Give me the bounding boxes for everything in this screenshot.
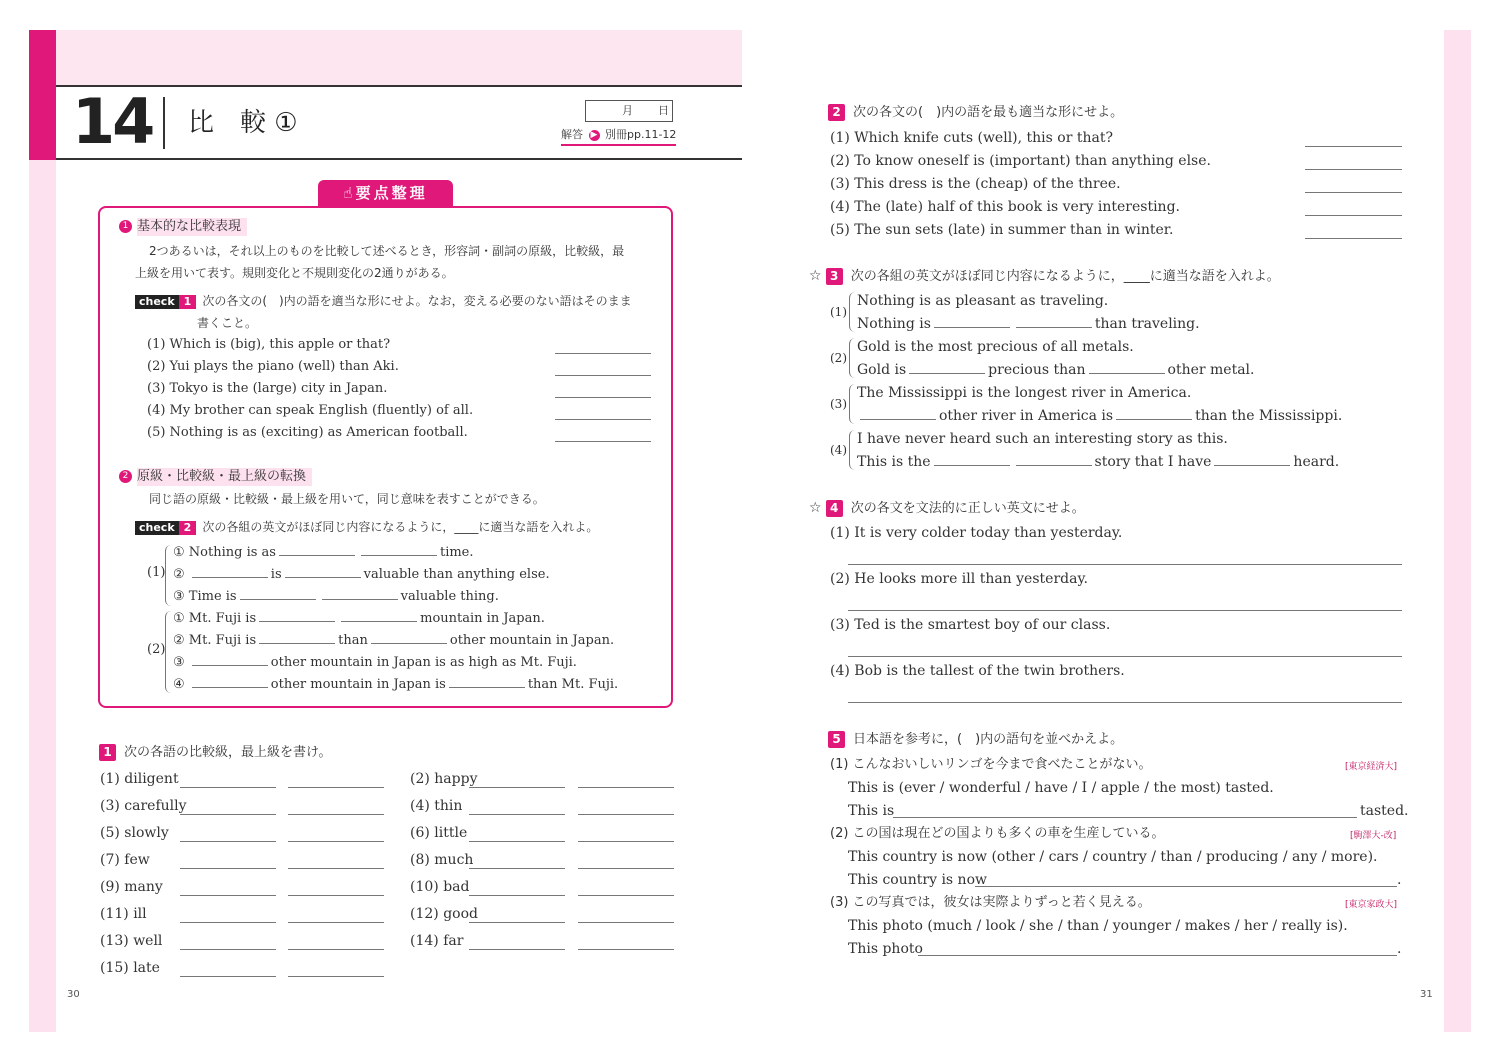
answer-reference [561,127,676,146]
check1-instr-line1: 次の各文の( )内の語を適当な形にせよ。なお，変える必要のない語はそのまま [202,294,632,308]
ex1-word: (14) far [410,933,464,949]
ex5-q1-source: [東京経済大] [1345,762,1398,772]
check2-instruction [135,517,598,537]
ex3-g4-line2 [857,452,1339,472]
check1-answer-line-3[interactable] [555,384,651,398]
check2-g2-line2 [173,630,614,650]
ex5-instr: 日本語を参考に，( )内の語句を並べかえよ。 [853,732,1124,747]
ex3-heading [809,267,1280,286]
ex1-superlative-line[interactable] [578,828,674,842]
ex2-num: 2 [828,104,845,121]
section2-title: 原級・比較級・最上級の転換 [137,468,312,486]
header-bottom-rule [56,158,742,160]
ex1-word: (9) many [100,879,163,895]
lesson-title [188,106,298,140]
check1-item-4: (4) My brother can speak English (fluently) of all. [147,403,474,418]
check1-answer-line-4[interactable] [555,406,651,420]
summary-section2-heading [119,468,312,486]
ex1-superlative-line[interactable] [288,801,384,815]
blank[interactable] [449,674,525,688]
g1-l1-b: time. [439,545,474,560]
ex5-q2-prefix: This country is now [848,872,987,888]
g2-l2-a: Mt. Fuji is [188,633,257,648]
check2-g2-line3 [173,652,577,672]
ex3-g2-m: precious than [988,362,1086,378]
g2-l4-b: other mountain in Japan is [270,677,446,692]
date-month: 月 [622,104,633,117]
ex2-answer-line-1[interactable] [1305,133,1402,147]
blank[interactable] [1016,452,1092,466]
check1-answer-line-5[interactable] [555,428,651,442]
page-number-left: 30 [67,989,80,1000]
ex3-g4-m: story that I have [1094,454,1212,470]
g1-mark-2: ② [173,567,185,582]
ex1-superlative-line[interactable] [288,936,384,950]
ex4-item-2: (2) He looks more ill than yesterday. [830,571,1088,587]
blank[interactable] [934,452,1010,466]
check1-item-5: (5) Nothing is as (exciting) as American football. [147,425,468,440]
ex1-comparative-line[interactable] [180,855,276,869]
check2-label: check [135,521,179,535]
ex4-instr: 次の各文を文法的に正しい英文にせよ。 [850,501,1085,516]
ex1-word: (12) good [410,906,478,922]
blank[interactable] [341,608,417,622]
ex3-instr: 次の各組の英文がほぼ同じ内容になるように，____に適当な語を入れよ。 [850,269,1280,284]
check2-g1-line1 [173,542,474,562]
ex5-q1-suffix: tasted. [1360,803,1409,819]
ex3-g2-line1: Gold is the most precious of all metals. [857,339,1134,355]
ex1-superlative-line[interactable] [578,936,674,950]
hand-icon: ☝ [343,184,356,202]
ex3-num: 3 [826,268,843,285]
g1-mark-3: ③ [173,589,185,604]
blank[interactable] [285,564,361,578]
ex1-word: (4) thin [410,798,463,814]
ex1-superlative-line[interactable] [578,801,674,815]
ex3-g3-b: than the Mississippi. [1195,408,1343,424]
check1-num: 1 [179,295,197,309]
ex1-word: (11) ill [100,906,147,922]
ex2-item-3: (3) This dress is the (cheap) of the three. [830,176,1121,192]
answer-ref: 別冊pp.11-12 [605,128,677,141]
ex1-comparative-line[interactable] [469,882,565,896]
ex1-comparative-line[interactable] [180,774,276,788]
blank[interactable] [240,586,316,600]
section1-body [135,240,624,284]
ex2-item-1: (1) Which knife cuts (well), this or that? [830,130,1113,146]
header-top-rule [56,85,742,87]
section2-body: 同じ語の原級・比較級・最上級を用いて，同じ意味を表すことができる。 [149,492,545,506]
check1-item-1: (1) Which is (big), this apple or that? [147,337,391,352]
blank[interactable] [1214,452,1290,466]
g2-mark-2: ② [173,633,185,648]
ex3-g1-a: Nothing is [857,316,931,332]
blank[interactable] [361,542,437,556]
ex4-num: 4 [826,500,843,517]
blank[interactable] [1016,314,1092,328]
header-pink-band [56,30,742,86]
g2-l4-c: than Mt. Fuji. [527,677,619,692]
ex1-word: (2) happy [410,771,478,787]
g1-l2-b: valuable than anything else. [363,567,550,582]
section1-title: 基本的な比較表現 [137,218,247,236]
section1-body-line1: 2つあるいは，それ以上のものを比較して述べるとき，形容詞・副詞の原級，比較級，最 [149,244,625,258]
ex5-q2-answer-line[interactable] [975,873,1397,887]
check2-group1-brace [165,545,171,606]
ex5-q2-words: This country is now (other / cars / country / than / producing / any / more). [848,849,1378,865]
check1-item-3: (3) Tokyo is the (large) city in Japan. [147,381,388,396]
blank[interactable] [192,652,268,666]
check2-g1-line2 [173,564,550,584]
ex1-superlative-line[interactable] [578,882,674,896]
ex5-q3-suffix: . [1397,941,1402,957]
ex1-comparative-line[interactable] [180,801,276,815]
ex1-superlative-line[interactable] [288,882,384,896]
page-number-right: 31 [1420,989,1433,1000]
ex1-superlative-line[interactable] [288,963,384,977]
ex1-comparative-line[interactable] [180,936,276,950]
ex5-q1-answer-line[interactable] [893,804,1357,818]
section1-num: 1 [119,220,132,233]
ex1-word: (10) bad [410,879,470,895]
ex3-g4-b: heard. [1293,454,1340,470]
ex1-word: (6) little [410,825,468,841]
ex3-brace-2 [849,338,855,378]
ex5-q1-japanese: (1) こんなおいしいリンゴを今まで食べたことがない。 [830,757,1152,772]
g1-l2-a: is [270,567,282,582]
ex1-comparative-line[interactable] [180,828,276,842]
arrow-icon: ▶ [589,130,600,141]
summary-banner [318,180,453,207]
ex1-superlative-line[interactable] [578,909,674,923]
header-divider [163,97,165,149]
g2-l2-b: other mountain in Japan. [449,633,615,648]
ex1-comparative-line[interactable] [469,936,565,950]
ex1-word: (15) late [100,960,160,976]
lesson-number: 14 [72,85,153,158]
g1-l3-b: valuable thing. [400,589,499,604]
blank[interactable] [860,406,936,420]
ex1-instr: 次の各語の比較級，最上級を書け。 [124,745,332,760]
ex3-g3-line2 [857,406,1342,426]
ex3-g4-line1: I have never heard such an interesting story as this. [857,431,1228,447]
ex2-item-4: (4) The (late) half of this book is very interesting. [830,199,1180,215]
ex3-label-1: (1) [830,305,847,319]
ex1-word: (5) slowly [100,825,169,841]
ex5-q3-prefix: This photo [848,941,923,957]
ex1-superlative-line[interactable] [288,855,384,869]
ex2-item-2: (2) To know oneself is (important) than anything else. [830,153,1211,169]
blank[interactable] [192,674,268,688]
summary-section1-heading [119,218,247,236]
ex5-q2-source: [駒澤大-改] [1350,831,1397,841]
blank[interactable] [909,360,985,374]
blank[interactable] [1116,406,1192,420]
ex4-answer-line-3[interactable] [848,643,1402,657]
g2-mark-1: ① [173,611,185,626]
ex4-answer-line-2[interactable] [848,597,1402,611]
ex2-item-5: (5) The sun sets (late) in summer than in winter. [830,222,1174,238]
ex1-word: (1) diligent [100,771,179,787]
ex1-num: 1 [99,744,116,761]
ex2-answer-line-4[interactable] [1305,202,1402,216]
ex5-num: 5 [828,731,845,748]
ex3-g1-line2 [857,314,1200,334]
check1-label: check [135,295,179,309]
check2-group1-label: (1) [147,565,166,580]
ex1-comparative-line[interactable] [469,909,565,923]
ex1-superlative-line[interactable] [288,774,384,788]
ex2-instr: 次の各文の( )内の語を最も適当な形にせよ。 [853,105,1124,120]
ex4-item-4: (4) Bob is the tallest of the twin brothers. [830,663,1125,679]
ex2-answer-line-2[interactable] [1305,156,1402,170]
check1-answer-line-2[interactable] [555,362,651,376]
g2-mark-3: ③ [173,655,185,670]
g1-mark-1: ① [173,545,185,560]
blank[interactable] [1089,360,1165,374]
ex1-comparative-line[interactable] [469,801,565,815]
ex5-q3-words: This photo (much / look / she / than / younger / makes / her / really is). [848,918,1348,934]
check2-g2-line4 [173,674,618,694]
ex3-label-2: (2) [830,351,847,365]
g2-mark-4: ④ [173,677,185,692]
star-icon: ☆ [809,268,822,284]
blank[interactable] [371,630,447,644]
check2-instr: 次の各組の英文がほぼ同じ内容になるように，____に適当な語を入れよ。 [202,520,599,534]
lesson-title-suffix: ① [274,108,298,138]
blank[interactable] [934,314,1010,328]
lesson-title-text: 比 較 [188,108,267,138]
left-accent-band [29,30,56,160]
check2-g1-line3 [173,586,499,606]
ex3-label-3: (3) [830,397,847,411]
check2-group2-brace [165,611,171,693]
ex1-comparative-line[interactable] [180,909,276,923]
ex1-comparative-line[interactable] [469,855,565,869]
g2-l1-b: mountain in Japan. [420,611,545,626]
ex5-q3-japanese: (3) この写真では，彼女は実際よりずっと若く見える。 [830,895,1151,910]
ex2-answer-line-5[interactable] [1305,225,1402,239]
ex5-q2-suffix: . [1397,872,1402,888]
ex1-comparative-line[interactable] [469,774,565,788]
summary-banner-label: 要点整理 [355,184,428,202]
ex4-answer-line-4[interactable] [848,689,1402,703]
ex5-q1-prefix: This is [848,803,895,819]
ex2-answer-line-3[interactable] [1305,179,1402,193]
blank[interactable] [259,630,335,644]
ex4-answer-line-1[interactable] [848,551,1402,565]
ex5-q1-words: This is (ever / wonderful / have / I / apple / the most) tasted. [848,780,1274,796]
ex2-heading [828,104,1123,122]
section1-body-line2: 上級を用いて表す。規則変化と不規則変化の2通りがある。 [135,266,454,280]
date-box [585,100,673,122]
section2-num: 2 [119,470,132,483]
ex3-g4-a: This is the [857,454,931,470]
g2-l3-b: other mountain in Japan is as high as Mt. Fuji. [270,655,577,670]
blank[interactable] [322,586,398,600]
ex1-comparative-line[interactable] [469,828,565,842]
ex1-superlative-line[interactable] [578,774,674,788]
ex3-g2-a: Gold is [857,362,907,378]
ex4-item-3: (3) Ted is the smartest boy of our class. [830,617,1111,633]
ex1-superlative-line[interactable] [288,828,384,842]
ex5-q3-answer-line[interactable] [918,942,1397,956]
check1-answer-line-1[interactable] [555,340,651,354]
check1-instruction [135,290,632,334]
g1-l3-a: Time is [188,589,237,604]
blank[interactable] [192,564,268,578]
ex3-g3-m: other river in America is [939,408,1114,424]
ex3-g3-line1: The Mississippi is the longest river in America. [857,385,1192,401]
ex3-g2-line2 [857,360,1254,380]
answer-label: 解答 [561,128,583,141]
ex4-heading [809,499,1085,518]
ex3-brace-1 [849,292,855,332]
ex5-q2-japanese: (2) この国は現在どの国よりも多くの車を生産している。 [830,826,1165,841]
blank[interactable] [279,542,355,556]
g2-l2-m: than [338,633,368,648]
blank[interactable] [259,608,335,622]
ex1-heading [99,744,331,762]
ex1-comparative-line[interactable] [180,882,276,896]
ex4-item-1: (1) It is very colder today than yesterday. [830,525,1123,541]
ex1-comparative-line[interactable] [180,963,276,977]
check1-item-2: (2) Yui plays the piano (well) than Aki. [147,359,399,374]
ex3-g1-b: than traveling. [1094,316,1200,332]
ex5-heading [828,731,1123,749]
right-margin-strip [1444,30,1471,1032]
ex3-brace-4 [849,430,855,470]
left-margin-strip [29,160,56,1032]
g2-l1-a: Mt. Fuji is [188,611,257,626]
ex3-g1-line1: Nothing is as pleasant as traveling. [857,293,1109,309]
ex3-label-4: (4) [830,443,847,457]
ex1-superlative-line[interactable] [288,909,384,923]
star-icon: ☆ [809,500,822,516]
ex1-word: (13) well [100,933,163,949]
ex1-word: (7) few [100,852,150,868]
g1-l1-a: Nothing is as [188,545,276,560]
check2-group2-label: (2) [147,642,166,657]
check1-instr-line2: 書くこと。 [197,316,258,330]
ex1-superlative-line[interactable] [578,855,674,869]
ex3-g2-b: other metal. [1167,362,1255,378]
ex3-brace-3 [849,384,855,424]
check2-num: 2 [179,521,197,535]
ex1-word: (3) carefully [100,798,187,814]
ex1-word: (8) much [410,852,474,868]
check2-g2-line1 [173,608,545,628]
date-day: 日 [658,104,669,117]
ex5-q3-source: [東京家政大] [1345,900,1398,910]
